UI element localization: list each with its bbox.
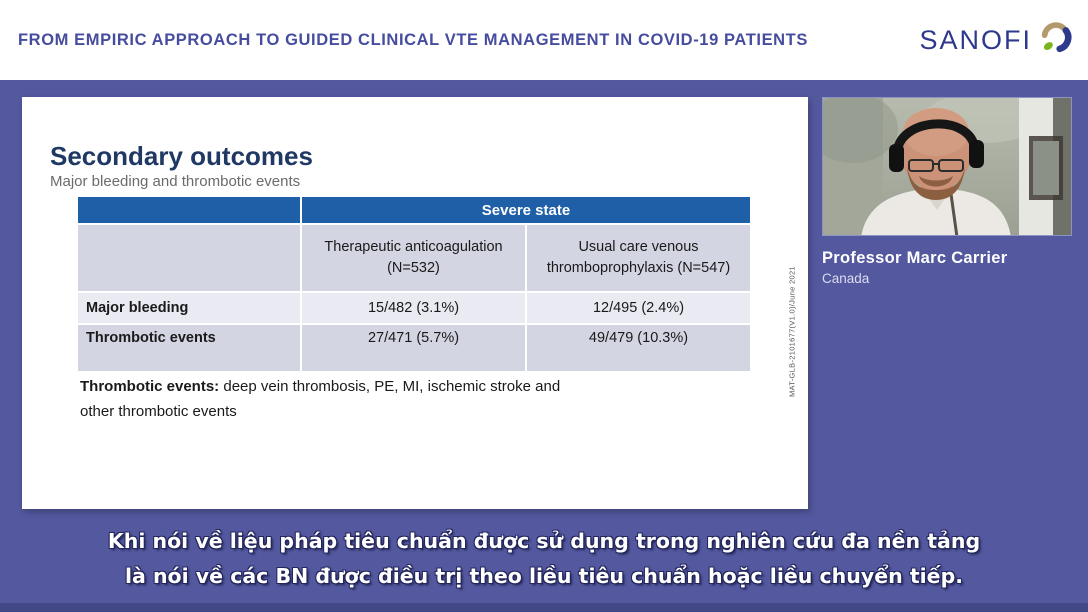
table-column-header: Usual care venous thromboprophylaxis (N=547): [527, 225, 750, 291]
outcomes-table: [78, 197, 750, 371]
header-bar: [0, 0, 1088, 80]
slide-footnote: [80, 375, 580, 425]
webinar-title: FROM EMPIRIC APPROACH TO GUIDED CLINICAL VTE MANAGEMENT IN COVID-19 PATIENTS: [18, 30, 808, 49]
speaker-country: Canada: [822, 271, 870, 286]
table-header-empty-cell: [78, 197, 300, 223]
slide-subtitle: Major bleeding and thrombotic events: [50, 173, 301, 190]
speaker-video: [822, 97, 1072, 236]
table-cell: 12/495 (2.4%): [527, 293, 750, 323]
speaker-name: Professor Marc Carrier: [822, 249, 1008, 267]
table-colhead-empty-cell: [78, 225, 300, 291]
table-cell: 27/471 (5.7%): [302, 325, 525, 371]
table-cell: 49/479 (10.3%): [527, 325, 750, 371]
subtitle-line-1: Khi nói về liệu pháp tiêu chuẩn được sử dụng trong nghiên cứu đa nền tảng: [107, 529, 981, 553]
table-column-header: Therapeutic anticoagulation (N=532): [302, 225, 525, 291]
subtitle-line-2: là nói về các BN được điều trị theo liều tiêu chuẩn hoặc liều chuyển tiếp.: [124, 564, 964, 589]
speaker-video-image: [823, 98, 1072, 236]
speaker-panel: [822, 97, 1072, 286]
sanofi-logo-text: SANOFI: [919, 24, 1032, 55]
footnote-text: deep vein thrombosis, PE, MI, ischemic stroke and other thrombotic events: [80, 378, 561, 420]
table-group-header: Severe state: [302, 197, 750, 223]
bottom-strip: [0, 603, 1088, 612]
slide-title: Secondary outcomes: [50, 141, 313, 171]
table-row-label: Thrombotic events: [78, 325, 300, 371]
presentation-slide: [22, 97, 808, 509]
sanofi-swoosh-icon: [1038, 21, 1072, 60]
reference-code: MAT-GLB-2101677(V1.0)/June 2021: [787, 266, 797, 398]
footnote-label: Thrombotic events:: [80, 378, 220, 395]
sanofi-logo: [919, 21, 1072, 60]
table-row-label: Major bleeding: [78, 293, 300, 323]
subtitle-captions: [0, 524, 1088, 595]
table-cell: 15/482 (3.1%): [302, 293, 525, 323]
